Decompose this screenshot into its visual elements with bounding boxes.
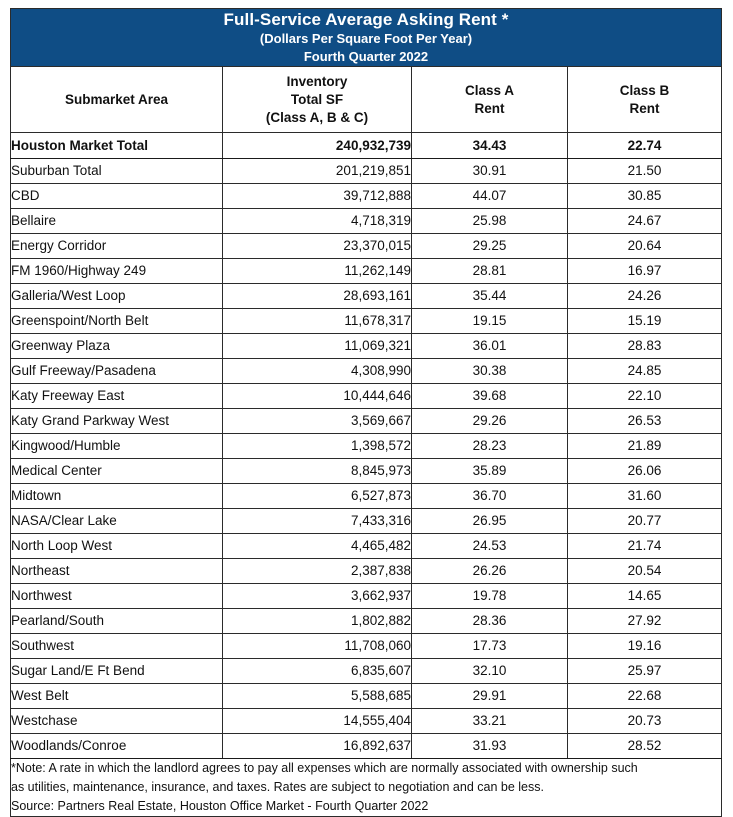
table-row — [11, 259, 722, 284]
table-row — [11, 709, 722, 734]
row-inventory-total-sf: 4,465,482 — [223, 534, 412, 559]
row-submarket-area: Woodlands/Conroe — [11, 734, 223, 759]
column-header-class-b-line1: Class B — [619, 82, 670, 98]
column-header-inventory-line3: (Class A, B & C) — [265, 109, 369, 125]
row-class-a-rent: 44.07 — [412, 184, 568, 209]
row-class-b-rent: 25.97 — [568, 659, 722, 684]
row-class-b-rent: 20.73 — [568, 709, 722, 734]
column-header-class-a-rent — [412, 67, 568, 133]
footnote-row — [11, 759, 722, 817]
row-class-a-rent: 33.21 — [412, 709, 568, 734]
row-inventory-total-sf: 7,433,316 — [223, 509, 412, 534]
row-inventory-total-sf: 11,708,060 — [223, 634, 412, 659]
row-submarket-area: Kingwood/Humble — [11, 434, 223, 459]
row-inventory-total-sf: 201,219,851 — [223, 159, 412, 184]
row-inventory-total-sf: 5,588,685 — [223, 684, 412, 709]
row-inventory-total-sf: 6,527,873 — [223, 484, 412, 509]
row-class-b-rent: 27.92 — [568, 609, 722, 634]
row-class-b-rent: 20.54 — [568, 559, 722, 584]
row-class-b-rent: 24.26 — [568, 284, 722, 309]
table-row — [11, 559, 722, 584]
row-class-a-rent: 36.01 — [412, 334, 568, 359]
row-class-a-rent: 28.36 — [412, 609, 568, 634]
table-row — [11, 659, 722, 684]
row-class-b-rent: 21.89 — [568, 434, 722, 459]
column-header-row — [11, 67, 722, 133]
row-class-b-rent: 14.65 — [568, 584, 722, 609]
row-class-b-rent: 15.19 — [568, 309, 722, 334]
row-inventory-total-sf: 4,718,319 — [223, 209, 412, 234]
column-header-class-b-line2: Rent — [629, 100, 660, 116]
row-submarket-area: Midtown — [11, 484, 223, 509]
row-submarket-area: FM 1960/Highway 249 — [11, 259, 223, 284]
column-header-class-a-line2: Rent — [474, 100, 505, 116]
table-row — [11, 734, 722, 759]
row-class-a-rent: 26.95 — [412, 509, 568, 534]
full-service-average-asking-rent-table — [10, 8, 722, 817]
row-submarket-area: Gulf Freeway/Pasadena — [11, 359, 223, 384]
row-inventory-total-sf: 8,845,973 — [223, 459, 412, 484]
row-inventory-total-sf: 28,693,161 — [223, 284, 412, 309]
row-inventory-total-sf: 11,069,321 — [223, 334, 412, 359]
report-title-block — [11, 9, 722, 67]
table-header — [11, 9, 722, 133]
table-body — [11, 133, 722, 759]
footnote-line-1: *Note: A rate in which the landlord agrees to pay all expenses which are normally associated with ownership such — [11, 761, 638, 775]
row-submarket-area: Northwest — [11, 584, 223, 609]
rent-table-container — [10, 8, 721, 817]
row-inventory-total-sf: 23,370,015 — [223, 234, 412, 259]
row-class-b-rent: 30.85 — [568, 184, 722, 209]
row-class-a-rent: 32.10 — [412, 659, 568, 684]
row-class-b-rent: 20.64 — [568, 234, 722, 259]
table-row — [11, 434, 722, 459]
row-class-a-rent: 35.89 — [412, 459, 568, 484]
table-row — [11, 209, 722, 234]
row-class-b-rent: 21.50 — [568, 159, 722, 184]
table-row — [11, 133, 722, 159]
table-row — [11, 409, 722, 434]
table-row — [11, 534, 722, 559]
row-class-a-rent: 24.53 — [412, 534, 568, 559]
row-class-a-rent: 31.93 — [412, 734, 568, 759]
report-subtitle-units: (Dollars Per Square Foot Per Year) — [259, 31, 473, 46]
report-subtitle-period: Fourth Quarter 2022 — [303, 49, 429, 64]
row-class-a-rent: 29.26 — [412, 409, 568, 434]
row-inventory-total-sf: 6,835,607 — [223, 659, 412, 684]
column-header-submarket-area — [11, 67, 223, 133]
row-class-a-rent: 30.91 — [412, 159, 568, 184]
row-class-b-rent: 26.53 — [568, 409, 722, 434]
table-row — [11, 609, 722, 634]
row-class-b-rent: 22.74 — [568, 133, 722, 159]
row-inventory-total-sf: 16,892,637 — [223, 734, 412, 759]
row-class-b-rent: 22.10 — [568, 384, 722, 409]
table-row — [11, 159, 722, 184]
table-row — [11, 684, 722, 709]
row-submarket-area: CBD — [11, 184, 223, 209]
row-submarket-area: Northeast — [11, 559, 223, 584]
column-header-class-b-rent — [568, 67, 722, 133]
column-header-submarket-area-label: Submarket Area — [64, 91, 169, 107]
row-submarket-area: Suburban Total — [11, 159, 223, 184]
row-inventory-total-sf: 2,387,838 — [223, 559, 412, 584]
title-row — [11, 9, 722, 67]
table-footer — [11, 759, 722, 817]
row-class-b-rent: 16.97 — [568, 259, 722, 284]
row-class-a-rent: 34.43 — [412, 133, 568, 159]
row-submarket-area: Bellaire — [11, 209, 223, 234]
row-inventory-total-sf: 1,802,882 — [223, 609, 412, 634]
row-class-b-rent: 22.68 — [568, 684, 722, 709]
row-class-a-rent: 26.26 — [412, 559, 568, 584]
row-inventory-total-sf: 10,444,646 — [223, 384, 412, 409]
row-submarket-area: Greenway Plaza — [11, 334, 223, 359]
table-row — [11, 459, 722, 484]
row-submarket-area: Westchase — [11, 709, 223, 734]
footnote-line-2: as utilities, maintenance, insurance, and taxes. Rates are subject to negotiation and can be less. — [11, 780, 544, 794]
row-class-a-rent: 39.68 — [412, 384, 568, 409]
row-class-b-rent: 21.74 — [568, 534, 722, 559]
table-row — [11, 384, 722, 409]
row-inventory-total-sf: 14,555,404 — [223, 709, 412, 734]
row-class-a-rent: 30.38 — [412, 359, 568, 384]
row-class-b-rent: 31.60 — [568, 484, 722, 509]
row-submarket-area: Medical Center — [11, 459, 223, 484]
table-row — [11, 234, 722, 259]
row-submarket-area: NASA/Clear Lake — [11, 509, 223, 534]
row-submarket-area: Pearland/South — [11, 609, 223, 634]
column-header-class-a-line1: Class A — [464, 82, 515, 98]
report-title: Full-Service Average Asking Rent * — [223, 10, 509, 29]
row-class-b-rent: 24.85 — [568, 359, 722, 384]
row-submarket-area: Southwest — [11, 634, 223, 659]
column-header-inventory-line2: Total SF — [290, 91, 344, 107]
footnote-block — [11, 759, 722, 817]
row-class-b-rent: 20.77 — [568, 509, 722, 534]
row-class-a-rent: 28.81 — [412, 259, 568, 284]
row-inventory-total-sf: 4,308,990 — [223, 359, 412, 384]
row-inventory-total-sf: 39,712,888 — [223, 184, 412, 209]
row-inventory-total-sf: 3,662,937 — [223, 584, 412, 609]
row-class-a-rent: 36.70 — [412, 484, 568, 509]
row-submarket-area: Sugar Land/E Ft Bend — [11, 659, 223, 684]
table-row — [11, 184, 722, 209]
table-row — [11, 359, 722, 384]
table-row — [11, 584, 722, 609]
row-class-b-rent: 19.16 — [568, 634, 722, 659]
row-inventory-total-sf: 1,398,572 — [223, 434, 412, 459]
table-row — [11, 634, 722, 659]
row-submarket-area: Houston Market Total — [11, 133, 223, 159]
row-class-b-rent: 28.52 — [568, 734, 722, 759]
table-row — [11, 309, 722, 334]
row-submarket-area: Greenspoint/North Belt — [11, 309, 223, 334]
footnote-source: Source: Partners Real Estate, Houston Office Market - Fourth Quarter 2022 — [11, 799, 429, 813]
column-header-inventory-total-sf — [223, 67, 412, 133]
row-inventory-total-sf: 11,678,317 — [223, 309, 412, 334]
row-class-b-rent: 24.67 — [568, 209, 722, 234]
table-row — [11, 484, 722, 509]
row-submarket-area: West Belt — [11, 684, 223, 709]
table-row — [11, 509, 722, 534]
row-inventory-total-sf: 240,932,739 — [223, 133, 412, 159]
table-row — [11, 284, 722, 309]
row-class-a-rent: 28.23 — [412, 434, 568, 459]
row-class-a-rent: 35.44 — [412, 284, 568, 309]
row-class-b-rent: 26.06 — [568, 459, 722, 484]
row-submarket-area: Katy Freeway East — [11, 384, 223, 409]
row-submarket-area: North Loop West — [11, 534, 223, 559]
column-header-inventory-line1: Inventory — [286, 73, 348, 89]
table-row — [11, 334, 722, 359]
row-inventory-total-sf: 11,262,149 — [223, 259, 412, 284]
row-class-a-rent: 29.25 — [412, 234, 568, 259]
row-class-a-rent: 19.78 — [412, 584, 568, 609]
row-submarket-area: Katy Grand Parkway West — [11, 409, 223, 434]
row-class-a-rent: 17.73 — [412, 634, 568, 659]
row-class-a-rent: 19.15 — [412, 309, 568, 334]
row-submarket-area: Energy Corridor — [11, 234, 223, 259]
row-submarket-area: Galleria/West Loop — [11, 284, 223, 309]
row-class-b-rent: 28.83 — [568, 334, 722, 359]
row-inventory-total-sf: 3,569,667 — [223, 409, 412, 434]
row-class-a-rent: 25.98 — [412, 209, 568, 234]
row-class-a-rent: 29.91 — [412, 684, 568, 709]
